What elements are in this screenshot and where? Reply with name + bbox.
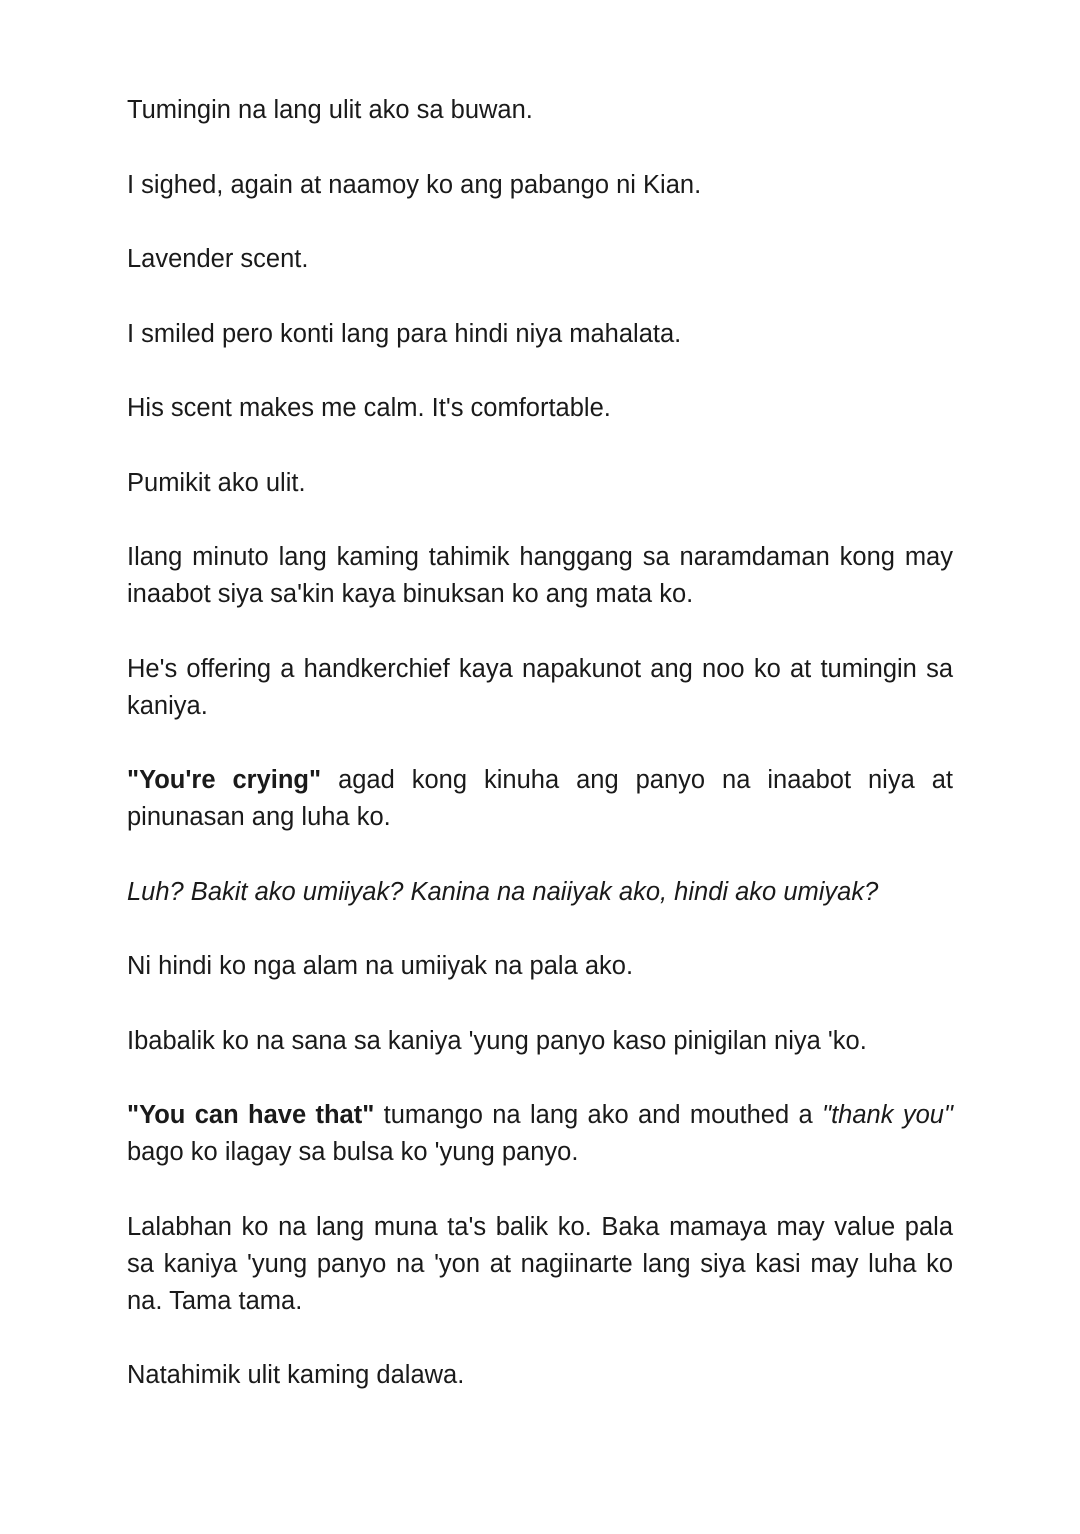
- paragraph: Tumingin na lang ulit ako sa buwan.: [127, 96, 533, 124]
- paragraph: His scent makes me calm. It's comfortable.: [127, 394, 611, 422]
- paragraph: Pumikit ako ulit.: [127, 468, 306, 497]
- paragraph: Ibabalik ko na sana sa kaniya 'yung panyo kaso pinigilan niya 'ko.: [127, 1026, 867, 1055]
- narration-text: agad kong kinuha ang panyo na inaabot niya at pinunasan ang luha ko.: [127, 766, 953, 831]
- paragraph: Ni hindi ko nga alam na umiiyak na pala ako.: [127, 952, 634, 980]
- paragraph: I sighed, again at naamoy ko ang pabango ni Kian.: [127, 170, 702, 199]
- paragraph: [127, 762, 953, 836]
- dialogue-bold: "You're crying": [127, 766, 322, 794]
- paragraph: Natahimik ulit kaming dalawa.: [127, 1361, 465, 1389]
- dialogue-bold: "You can have that": [127, 1101, 375, 1129]
- paragraph: I smiled pero konti lang para hindi niya mahalata.: [127, 319, 682, 348]
- narration-text: bago ko ilagay sa bulsa ko 'yung panyo.: [127, 1138, 579, 1166]
- paragraph: [127, 1097, 953, 1171]
- document-body: [127, 92, 953, 1432]
- paragraph: Lalabhan ko na lang muna ta's balik ko. Baka mamaya may value pala sa kaniya 'yung panyo na 'yon at nagiinarte lang siya kasi may luha ko na. Tama tama.: [127, 1212, 953, 1315]
- paragraph: He's offering a handkerchief kaya napakunot ang noo ko at tumingin sa kaniya.: [127, 654, 953, 720]
- paragraph: Ilang minuto lang kaming tahimik hanggang sa naramdaman kong may inaabot siya sa'kin kaya binuksan ko ang mata ko.: [127, 543, 953, 608]
- dialogue-italic: "thank you": [822, 1101, 953, 1129]
- paragraph-thought: Luh? Bakit ako umiiyak? Kanina na naiiyak ako, hindi ako umiyak?: [127, 877, 879, 906]
- paragraph: Lavender scent.: [127, 245, 309, 273]
- narration-text: tumango na lang ako and mouthed a: [374, 1101, 823, 1129]
